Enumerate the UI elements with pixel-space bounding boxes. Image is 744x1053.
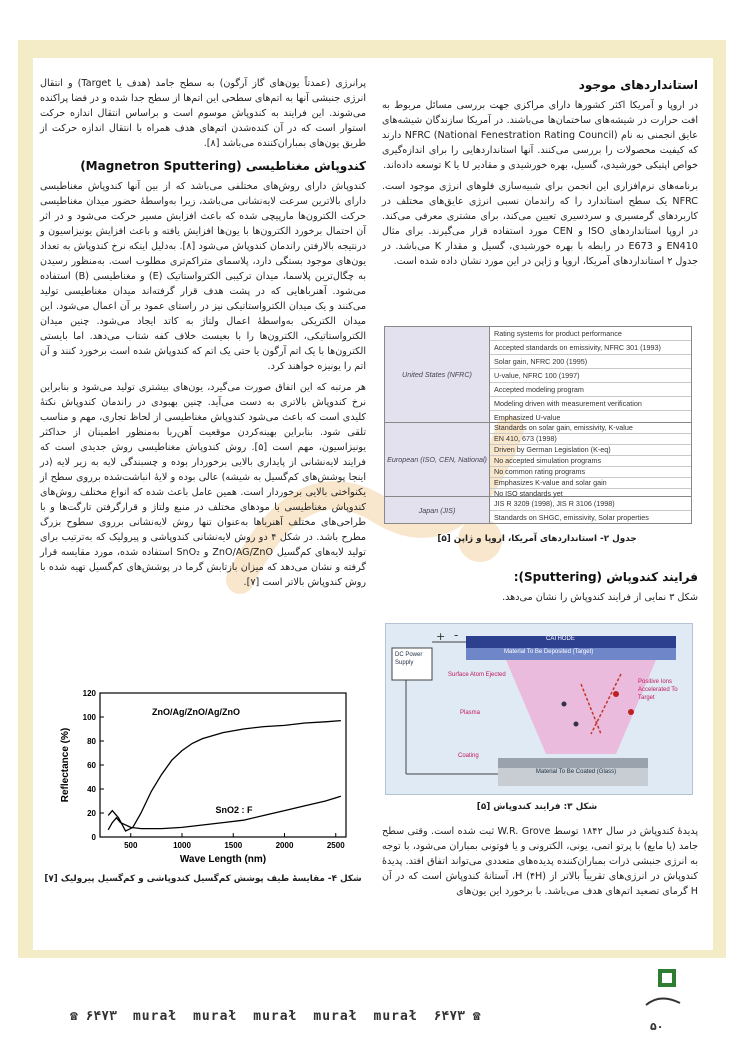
table-cell: Emphasizes K-value and solar gain	[490, 478, 691, 489]
table-cell: Standards on SHGC, emissivity, Solar properties	[494, 513, 649, 522]
series-label: SnO2 : F	[215, 805, 253, 815]
table-country-cell: Japan (JIS)	[385, 497, 490, 523]
footer-phone: ۶۴۷۳ ☎	[433, 1008, 481, 1024]
table-cell: No ISO standards yet	[494, 489, 563, 498]
table-cell: Standards on solar gain, emissivity, K-value	[490, 423, 691, 434]
y-tick-label: 120	[82, 689, 96, 698]
paragraph: هر مرتبه که این اتفاق صورت می‌گیرد، یون‌های بیشتری تولید می‌شود و بنابراین نرخ کندوپاش بالاتری به دست می‌آید. چنین بهبودی در راندمان کندوپاش نکتهٔ کلیدی است که باعث می‌شود کندوپاش مغناطیسی از لحاظ تجاری، مهم و مناسب تلقی شود. بنابراین بهینه‌کردن موقعیت آهن‌ربا به‌منظور اطمینان از حداکثر یونیزاسیون، مهم است [۵]. روش کندوپاش مغناطیسی روش جدیدی است که فرایند لایه‌نشانی از پایداری بالایی برخوردار بوده و چسبندگی لایه به زیر لایه (در اینجا پوشش‌های کم‌گسیل به شیشه) عالی بوده و لایهٔ انباشت‌شده برروی سطح از یکنواختی بالایی برخوردار است. همین عامل باعث شده که انواع مختلف روش‌های کندوپاش مغناطیسی با مودهای مختلف در منبع ولتاژ و قرارگرفتن تارگت‌ها و با طراحی‌های مختلف آهنرباها به‌عنوان تنها روش لایه‌نشانی برروی سطوح بزرگ مطرح باشد. در شکل ۴ دو روش لایه‌نشانی کندوپاشی و پیرولیک که به‌ترتیب برای تولید لایه‌های کم‌گسیل ZnO/AG/ZnO و SnO₂ استفاده شده، مورد مقایسه قرار گرفته و نشان می‌دهد که میزان بازتابش گرما در پوشش‌های کم‌گسیل تهیه شده با روش کندوپاش بالاتر است [۷].	[40, 382, 366, 588]
paragraph: پرانرژی (عمدتاً یون‌های گاز آرگون) به سطح جامد (هدف یا Target) و انتقال انرژی جنبشی آنها به اتم‌های سطحی این اتم‌ها از سطح جدا شده و در فضا پراکنده می‌شوند. این فرایند به کندوپاش موسوم است و براساس انتقال اندازه حرکت استوار است که در آن کنده‌شدن اتم‌های هدف همراه با انتقال اندازه حرکت از طریق یون‌های بمباران‌کننده می‌باشد [۸].	[40, 78, 367, 149]
table-items	[490, 497, 691, 524]
y-tick-label: 20	[87, 809, 96, 818]
reflectance-chart	[56, 685, 356, 867]
y-tick-label: 60	[87, 761, 96, 770]
standards-table	[384, 326, 692, 524]
footer-brand: murał	[313, 1008, 358, 1024]
coating-label: Coating	[458, 753, 479, 759]
table-cell: Accepted modeling program	[490, 383, 691, 397]
surface-atom-label: Surface Atom Ejected	[448, 672, 506, 678]
figure3-caption: شکل ۳: فرایند کندوپاش [۵]	[476, 802, 598, 812]
table-cell: JIS R 3209 (1998), JIS R 3106 (1998)	[490, 497, 691, 511]
table-cell: No common rating programs	[490, 467, 691, 478]
x-tick-label: 2000	[275, 841, 294, 850]
table-caption: جدول ۲- استانداردهای آمریکا، اروپا و ژاپن [۵]	[437, 534, 637, 544]
right-bottom-text	[382, 824, 698, 905]
table-cell: Rating systems for product performance	[490, 327, 691, 341]
table-row	[385, 497, 691, 523]
table-row	[385, 423, 691, 497]
x-tick-label: 1500	[224, 841, 243, 850]
cathode-label: CATHODE	[546, 636, 575, 642]
table-row	[385, 327, 691, 423]
x-axis-label: Wave Length (nm)	[179, 854, 267, 865]
figure4-caption: شکل ۴- مقایسهٔ طیف پوشش کم‌گسیل کندوپاشی و کم‌گسیل پیرولیک [۷]	[44, 874, 362, 884]
footer-brand: murał	[373, 1008, 418, 1024]
series-label: ZnO/Ag/ZnO/Ag/ZnO	[152, 707, 240, 717]
y-tick-label: 0	[91, 833, 96, 842]
table-items	[490, 423, 691, 499]
y-tick-label: 80	[87, 737, 96, 746]
paragraph: پدیدهٔ کندوپاش در سال ۱۸۴۲ توسط W.R. Grove ثبت شده است. وقتی سطح جامد (یا مایع) با پرتو اتمی، یونی، الکترونی و یا فوتونی بمباران می‌شود، با توجه به انرژی جنبشی ذرات بمباران‌کننده پدیده‌های متعددی می‌تواند اتفاق افتد. پدیدهٔ کندوپاش در انرژی‌های تقریباً بالاتر از H (۴H)، آستانهٔ کندوپاش است که در آن H گرمای تصعید اتم‌های هدف می‌باشد. با برخورد این یون‌های	[382, 826, 698, 897]
page-number: ۵۰	[650, 1020, 664, 1033]
table-cell: EN 410, 673 (1998)	[490, 434, 691, 445]
left-column	[40, 76, 366, 596]
heading-magnetron-sputtering: کندوپاش مغناطیسی (Magnetron Sputtering)	[80, 159, 366, 173]
footer-phone: ☎ ۶۴۷۳	[70, 1008, 117, 1024]
paragraph: شکل ۳ نمایی از فرایند کندوپاش را نشان می‌دهد.	[502, 592, 698, 603]
table-items	[490, 327, 691, 424]
y-axis-label: Reflectance (%)	[60, 727, 71, 803]
table-country-cell: European (ISO, CEN, National)	[385, 423, 490, 496]
x-tick-label: 1000	[173, 841, 191, 850]
paragraph: در اروپا و آمریکا اکثر کشورها دارای مراکزی جهت بررسی مسائل مربوط به افت حرارت در شیشه‌های ساختمان‌ها می‌باشند. در آمریکا سازندگان شیشه‌های عایق انجمنی به نام NFRC (National Fenestration Rating Council) دارند که کیفیت محصولات را بررسی می‌کنند. آنها استانداردهایی را برای اندازه‌گیری خواص اپتیکی خورشیدی، گسیل، بهره خورشیدی و مقادیر U یا K توسعه داده‌اند.	[382, 100, 698, 171]
substrate-label: Material To Be Coated (Glass)	[535, 769, 617, 775]
table-country-cell: United States (NFRC)	[385, 327, 490, 422]
table-cell: U-value, NFRC 100 (1997)	[490, 369, 691, 383]
y-tick-label: 40	[87, 785, 96, 794]
target-label: Material To Be Deposited (Target)	[504, 649, 594, 655]
heading-existing-standards: استانداردهای موجود	[578, 78, 698, 92]
minus-sign: -	[454, 628, 459, 642]
y-tick-label: 100	[82, 713, 96, 722]
table-cell: Modeling driven with measurement verification	[490, 397, 691, 411]
plasma-label: Plasma	[460, 710, 481, 716]
paragraph: برنامه‌های نرم‌افزاری این انجمن برای شبیه‌سازی فلوهای انرژی موجود است. NFRC یک سطح استاندارد را که راندمان نسبی انرژی عایق‌های مختلف در کاربردهای گرمسیری و سردسیری تعیین می‌کند، برای مشتری معرفی می‌کند. در اروپا استانداردهای ISO و CEN مورد استفاده قرار می‌گیرند. برای مثال EN410 و E673 در رابطه با بهره خورشیدی، گسیل و مقدار K می‌باشد. در جدول ۲ استانداردهای آمریکا، اروپا و ژاپن در این مورد نشان داده شده است.	[382, 181, 699, 267]
sputtering-diagram	[385, 623, 693, 795]
table-cell: No accepted simulation programs	[490, 456, 691, 467]
magazine-logo-icon	[640, 965, 690, 1015]
heading-sputtering: فرایند کندوپاش (Sputtering):	[513, 570, 698, 584]
table-cell: Solar gain, NFRC 200 (1995)	[490, 355, 691, 369]
footer-bar	[70, 1005, 590, 1027]
paragraph: کندوپاش دارای روش‌های مختلفی می‌باشد که از بین آنها کندوپاش مغناطیسی دارای بالاترین سرعت لایه‌نشانی می‌باشد، زیرا به‌واسطهٔ حضور میدان مغناطیسی حرکت الکترون‌ها مارپیچی شده که باعث افزایش مسیر حرکت می‌شود و در اثر آن احتمال برخورد الکترون‌ها با یون‌ها افزایش یافته و باعث افزایش یونیزاسیون و درنتیجه بالارفتن راندمان کندوپاش می‌شود [۸]. به‌دلیل اینکه نرخ کندوپاش به تعداد یون‌های موجود بستگی دارد، پلاسمای متراکم‌تری مطلوب است. به‌منظور رسیدن به چگال‌ترین پلاسما، میدان ترکیبی الکترواستاتیک (E) و مغناطیسی (B) استفاده می‌شود. آهنرباهایی که در پشت هدف قرار گرفته‌اند میدان مغناطیسی تولید می‌کنند و یک میدان الکترواستاتیکی نیز در راستای عمود بر آن اعمال می‌شود. این میدان الکتریکی به‌واسطهٔ اعمال ولتاژ به کاتد ایجاد می‌شود. چنین میدان الکترواستاتیکی، الکترون‌ها را با بعیست خلاف کفه شتاب می‌دهد. اما بایستی الکترون‌ها با یک اتم آرگون یا حتی یک اتم که کندوپاش شده است برخورد کنند و آن اتم را یونیزه خواهند کرد.	[40, 181, 367, 372]
footer-brand: murał	[193, 1008, 238, 1024]
footer-brand: murał	[253, 1008, 298, 1024]
sputtering-section	[382, 568, 698, 611]
footer-brand: murał	[132, 1008, 178, 1024]
table-cell: Driven by German Legislation (K-eq)	[490, 445, 691, 456]
x-tick-label: 500	[124, 841, 138, 850]
right-column	[382, 76, 698, 275]
table-cell: Emphasized U-value	[494, 413, 561, 422]
positive-ions-label: Positive Ions Accelerated To Target	[638, 679, 678, 701]
plus-sign: +	[436, 630, 446, 643]
x-tick-label: 2500	[326, 841, 345, 850]
dc-power-label: DC Power Supply	[395, 652, 423, 666]
table-cell: Accepted standards on emissivity, NFRC 301 (1993)	[490, 341, 691, 355]
